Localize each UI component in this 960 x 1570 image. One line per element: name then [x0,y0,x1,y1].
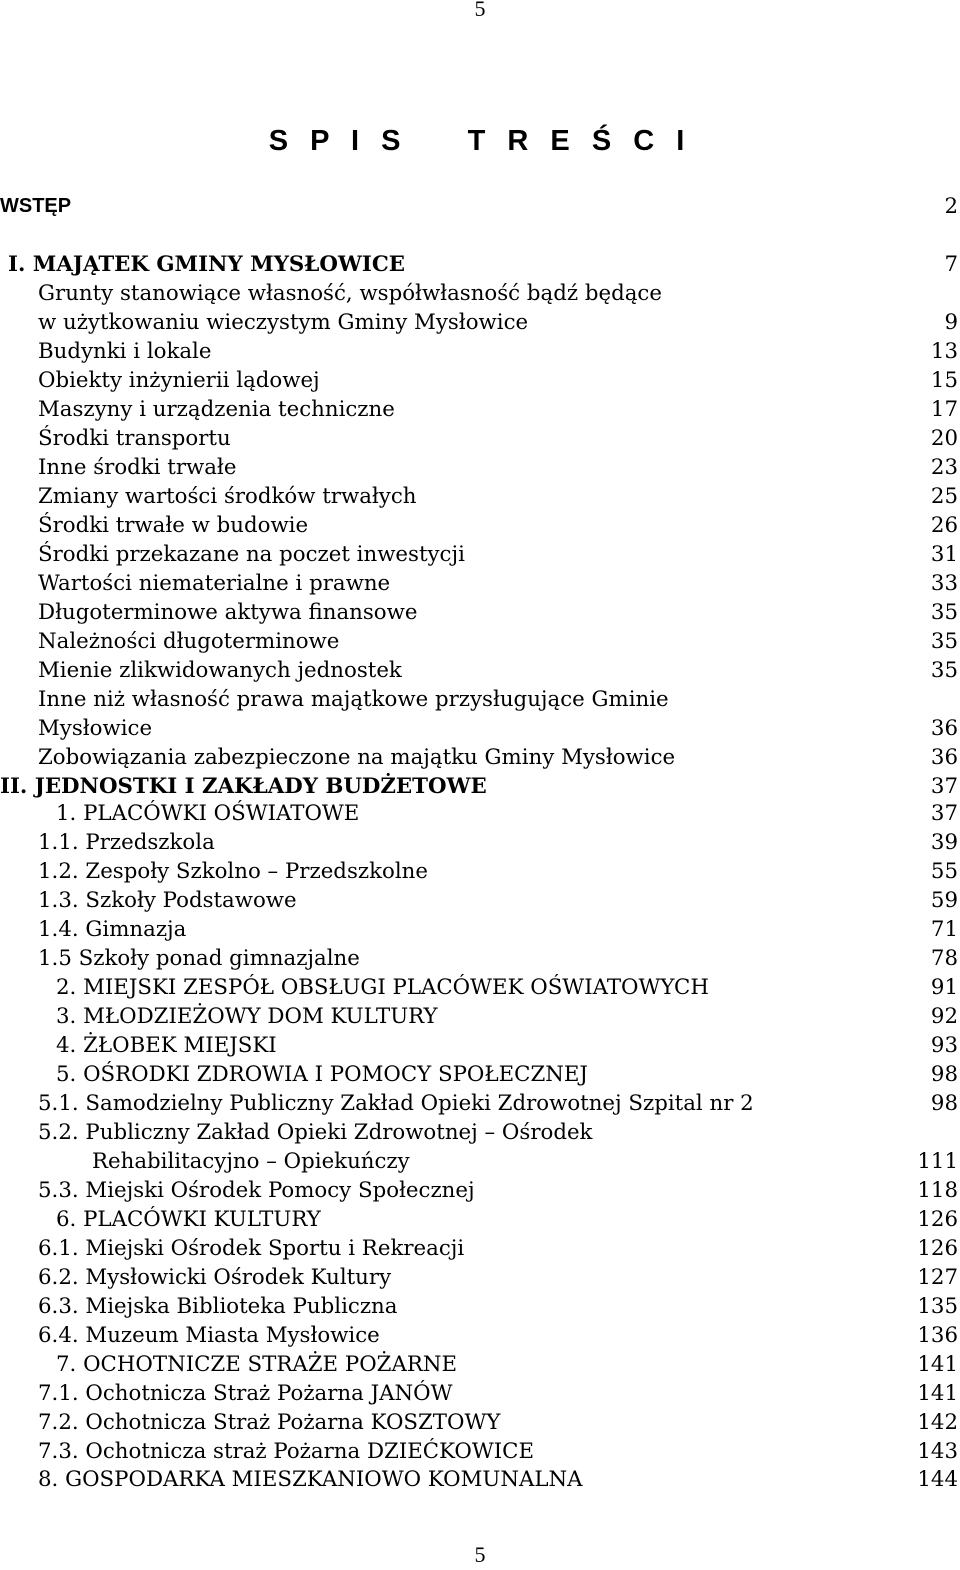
toc-entry-page: 35 [930,629,958,654]
toc-entry-label: 5.1. Samodzielny Publiczny Zakład Opieki Zdrowotnej Szpital nr 2 [38,1091,754,1116]
toc-entry [0,395,958,424]
toc-entry-label: 1.4. Gimnazja [38,917,187,942]
toc-entry [0,540,958,569]
toc-entry-page: 15 [930,368,958,393]
toc-entry [0,1002,958,1031]
toc-entry [0,743,958,772]
page-number-top: 5 [474,0,486,21]
toc-entry-label: Wartości niematerialne i prawne [38,571,391,596]
toc-entry [0,799,958,828]
toc-entry-label: Inne niż własność prawa majątkowe przysługujące Gminie [38,687,669,712]
toc-entry [0,772,958,801]
toc-entry [0,366,958,395]
toc-entry-label: II. JEDNOSTKI I ZAKŁADY BUDŻETOWE [0,774,487,799]
toc-entry [0,886,958,915]
toc-entry-page: 144 [917,1467,958,1492]
toc-entry [0,685,958,714]
toc-entry [0,598,958,627]
toc-entry [0,656,958,685]
toc-entry-label: 6. PLACÓWKI KULTURY [56,1207,321,1232]
toc-entry-label: Rehabilitacyjno – Opiekuńczy [92,1149,410,1174]
toc-entry-page: 26 [930,513,958,538]
toc-entry [0,1292,958,1321]
toc-entry-label: Budynki i lokale [38,339,212,364]
toc-entry-page: 36 [930,716,958,741]
toc-entry-page: 17 [930,397,958,422]
toc-entry-label: 4. ŻŁOBEK MIEJSKI [56,1033,277,1058]
toc-entry-label: 7.1. Ochotnicza Straż Pożarna JANÓW [38,1381,453,1406]
toc-entry-label: 5.2. Publiczny Zakład Opieki Zdrowotnej – Ośrodek [38,1120,593,1145]
toc-entry-label: I. MAJĄTEK GMINY MYSŁOWICE [8,252,406,277]
toc-entry [0,1437,958,1466]
toc-entry-label: 6.4. Muzeum Miasta Mysłowice [38,1323,380,1348]
toc-entry-label: 1.5 Szkoły ponad gimnazjalne [38,946,360,971]
toc-entry-label: Obiekty inżynierii lądowej [38,368,320,393]
toc-entry-page: 35 [930,658,958,683]
toc-entry-page: 126 [917,1236,958,1261]
toc-entry-label: Środki trwałe w budowie [38,513,309,538]
toc-entry [0,192,958,221]
toc-entry-label: WSTĘP [0,195,72,217]
toc-entry [0,569,958,598]
toc-entry [0,1205,958,1234]
toc-entry-label: 6.1. Miejski Ośrodek Sportu i Rekreacji [38,1236,465,1261]
toc-entry-page: 7 [944,252,958,277]
toc-entry-label: 8. GOSPODARKA MIESZKANIOWO KOMUNALNA [38,1467,583,1492]
toc-entry [0,627,958,656]
toc-entry-page: 71 [930,917,958,942]
toc-entry-page: 23 [930,455,958,480]
toc-entry-page: 33 [930,571,958,596]
toc-entry [0,250,958,279]
toc-entry-label: 1. PLACÓWKI OŚWIATOWE [56,801,360,826]
toc-entry [0,1321,958,1350]
toc-entry-page: 142 [917,1410,958,1435]
toc-entry-label: 1.2. Zespoły Szkolno – Przedszkolne [38,859,428,884]
toc-entry-page: 37 [930,774,958,799]
toc-entry [0,453,958,482]
toc-entry-page: 141 [917,1352,958,1377]
toc-entry-label: w użytkowaniu wieczystym Gminy Mysłowice [38,310,529,335]
toc-entry [0,1147,958,1176]
toc-entry-label: Środki przekazane na poczet inwestycji [38,542,465,567]
toc-entry-page: 13 [930,339,958,364]
page-title: S P I S T R E Ś C I [268,125,692,157]
toc-entry-page: 127 [917,1265,958,1290]
toc-entry-label: 5.3. Miejski Ośrodek Pomocy Społecznej [38,1178,475,1203]
toc-entry-page: 143 [917,1439,958,1464]
toc-entry [0,1379,958,1408]
toc-entry [0,1408,958,1437]
toc-entry-label: Grunty stanowiące własność, współwłasność bądź będące [38,281,662,306]
toc-entry [0,1234,958,1263]
toc-entry [0,482,958,511]
toc-entry-label: Mienie zlikwidowanych jednostek [38,658,402,683]
toc-entry [0,1465,958,1494]
toc-entry [0,828,958,857]
toc-entry-label: 1.1. Przedszkola [38,830,215,855]
toc-entry-label: Maszyny i urządzenia techniczne [38,397,395,422]
toc-entry-page: 35 [930,600,958,625]
toc-entry-page: 37 [930,801,958,826]
toc-entry-page: 9 [944,310,958,335]
toc-entry-page: 136 [917,1323,958,1348]
toc-entry-label: Zmiany wartości środków trwałych [38,484,417,509]
toc-entry-label: 7. OCHOTNICZE STRAŻE POŻARNE [56,1352,458,1377]
toc-entry-page: 91 [930,975,958,1000]
toc-entry-page: 20 [930,426,958,451]
toc-entry-label: Długoterminowe aktywa finansowe [38,600,418,625]
toc-entry-label: Mysłowice [38,716,153,741]
toc-entry-page: 55 [930,859,958,884]
toc-entry-page: 98 [930,1091,958,1116]
toc-entry-label: 6.3. Miejska Biblioteka Publiczna [38,1294,398,1319]
toc-entry-page: 141 [917,1381,958,1406]
toc-entry-page: 93 [930,1033,958,1058]
toc-entry-page: 126 [917,1207,958,1232]
toc-entry-page: 39 [930,830,958,855]
toc-entry [0,714,958,743]
toc-entry [0,973,958,1002]
toc-entry-page: 111 [917,1149,958,1174]
toc-entry-page: 135 [917,1294,958,1319]
toc-entry-page: 36 [930,745,958,770]
toc-entry-page: 92 [930,1004,958,1029]
page-number-bottom: 5 [474,1542,486,1567]
toc-entry-label: Inne środki trwałe [38,455,237,480]
toc-entry-label: 5. OŚRODKI ZDROWIA I POMOCY SPOŁECZNEJ [56,1062,588,1087]
toc-entry-label: 7.2. Ochotnicza Straż Pożarna KOSZTOWY [38,1410,501,1435]
toc-entry [0,511,958,540]
toc-entry-page: 98 [930,1062,958,1087]
toc-entry-label: 2. MIEJSKI ZESPÓŁ OBSŁUGI PLACÓWEK OŚWIATOWYCH [56,975,709,1000]
toc-entry [0,944,958,973]
toc-entry [0,915,958,944]
toc-entry-page: 2 [944,194,958,219]
toc-entry [0,1350,958,1379]
toc-entry [0,857,958,886]
toc-entry [0,1118,958,1147]
toc-entry-page: 118 [917,1178,958,1203]
toc-entry [0,337,958,366]
toc-entry-label: Zobowiązania zabezpieczone na majątku Gminy Mysłowice [38,745,676,770]
toc-entry-page: 78 [930,946,958,971]
toc-entry-label: 3. MŁODZIEŻOWY DOM KULTURY [56,1004,438,1029]
toc-entry-label: 1.3. Szkoły Podstawowe [38,888,297,913]
toc-entry [0,1263,958,1292]
toc-entry [0,1031,958,1060]
toc-entry-label: Środki transportu [38,426,231,451]
toc-entry-page: 59 [930,888,958,913]
toc-entry [0,279,958,308]
toc-entry-page: 31 [930,542,958,567]
toc-entry-label: 7.3. Ochotnicza straż Pożarna DZIEĆKOWICE [38,1439,535,1464]
toc-entry [0,1060,958,1089]
toc-entry-label: Należności długoterminowe [38,629,340,654]
toc-entry-label: 6.2. Mysłowicki Ośrodek Kultury [38,1265,392,1290]
toc-entry-page: 25 [930,484,958,509]
toc-entry [0,308,958,337]
toc-entry [0,1176,958,1205]
toc-entry [0,424,958,453]
toc-entry [0,1089,958,1118]
